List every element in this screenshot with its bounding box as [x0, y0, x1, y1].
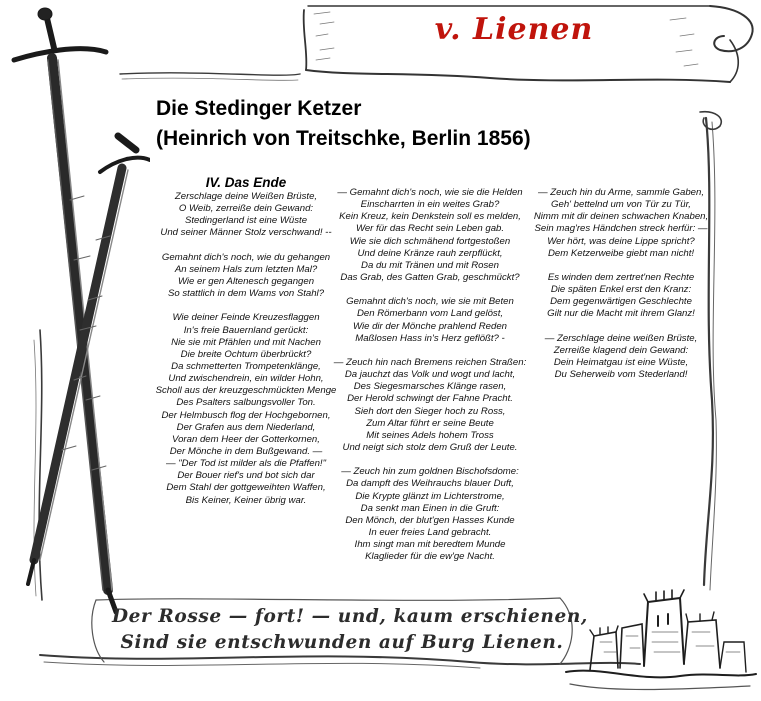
- section-heading: IV. Das Ende: [205, 175, 287, 190]
- poem-column-2: [330, 187, 530, 563]
- verse-line: Sein mag'res Händchen streck herfür: —: [534, 223, 708, 235]
- verse-line: Dem gegenwärtigen Geschlechte: [550, 296, 692, 308]
- verse-line: Dem Ketzerweibe giebt man nicht!: [547, 247, 695, 259]
- title-line-2: (Heinrich von Treitschke, Berlin 1856): [156, 127, 531, 150]
- verse-line: Dein Heimatgau ist eine Wüste,: [553, 356, 689, 368]
- verse-line: Gemahnt dich's noch, wie sie mit Beten: [346, 296, 514, 308]
- verse-line: Da senkt man Einen in die Gruft:: [360, 502, 500, 514]
- verse-line: Gilt nur die Macht mit ihrem Glanz!: [547, 308, 695, 320]
- verse-line: In's freie Bauernland gerückt:: [183, 324, 309, 336]
- verse-line: Den Mönch, der blut'gen Hasses Kunde: [345, 514, 515, 526]
- verse-line: Der Helmbusch flog der Hochgebornen,: [161, 409, 331, 421]
- verse-line: Wie sie dich schmähend fortgestoßen: [349, 235, 511, 247]
- verse-line: Der Mönche in dem Bußgewand. —: [169, 445, 323, 457]
- verse-line: Und neigt sich stolz dem Gruß der Leute.: [342, 441, 518, 453]
- poem-column-3: [524, 187, 718, 381]
- verse-line: Der Grafen aus dem Niederland,: [176, 421, 316, 433]
- verse-line: Der Bouer rief's und bot sich dar: [177, 470, 315, 482]
- verse-line: Wie er gen Altenesch gegangen: [177, 275, 315, 287]
- stanza-break: [330, 284, 530, 296]
- verse-line: Die breite Ochtum überbrückt?: [180, 348, 312, 360]
- verse-line: Sieh dort den Sieger hoch zu Ross,: [354, 405, 506, 417]
- verse-line: Das Grab, des Gatten Grab, geschmückt?: [340, 271, 520, 283]
- verse-line: So stattlich in dem Wams von Stahl?: [167, 288, 325, 300]
- verse-line: Zum Altar führt er seine Beute: [366, 417, 494, 429]
- verse-line: Der Herold schwingt der Fahne Pracht.: [347, 393, 513, 405]
- verse-line: Gemahnt dich's noch, wie du gehangen: [161, 251, 331, 263]
- verse-line: Bis Keiner, Keiner übrig war.: [185, 494, 307, 506]
- verse-line: Klaglieder für die ew'ge Nacht.: [365, 551, 495, 563]
- page-title: [156, 94, 531, 154]
- verse-line: Dem Stahl der gottgeweihten Waffen,: [166, 482, 326, 494]
- stanza-break: [330, 454, 530, 466]
- verse-line: — Zeuch hin du Arme, sammle Gaben,: [537, 187, 704, 198]
- verse-line: Wer für das Recht sein Leben gab.: [355, 223, 505, 235]
- poem-column-1: [140, 175, 352, 507]
- stanza-break: [140, 300, 352, 312]
- verse-line: — Zerschlage deine weißen Brüste,: [544, 332, 698, 344]
- verse-line: Einscharrten in ein weites Grab?: [360, 199, 500, 211]
- verse-line: In euer freies Land gebracht.: [368, 526, 492, 538]
- stanza-break: [524, 260, 718, 272]
- verse-line: Geh' bettelnd um von Tür zu Tür,: [551, 199, 691, 211]
- stanza-break: [330, 345, 530, 357]
- stanza-break: [524, 321, 718, 333]
- title-line-1: Die Stedinger Ketzer: [156, 97, 362, 120]
- verse-line: Wie dir der Mönche prahlend Reden: [352, 320, 508, 332]
- verse-line: — Gemahnt dich's noch, wie sie die Helden: [337, 187, 523, 198]
- verse-line: — "Der Tod ist milder als die Pfaffen!": [165, 458, 327, 470]
- verse-line: Und seiner Männer Stolz verschwand! --: [160, 227, 332, 239]
- verse-line: Es winden dem zertret'nen Rechte: [547, 271, 695, 283]
- verse-line: Stedingerland ist eine Wüste: [184, 215, 308, 227]
- verse-line: Zerschlage deine Weißen Brüste,: [174, 191, 318, 202]
- verse-line: — Zeuch hin nach Bremens reichen Straßen:: [333, 356, 527, 368]
- verse-line: O Weib, zerreiße dein Gewand:: [178, 203, 314, 215]
- verse-line: An seinem Hals zum letzten Mal?: [174, 263, 318, 275]
- verse-line: Nie sie mit Pfählen und mit Nachen: [171, 336, 321, 348]
- footer-line-2: Sind sie entschwunden auf Burg Lienen.: [120, 632, 564, 653]
- verse-line: Da dampft des Weihrauchs blauer Duft,: [346, 478, 514, 490]
- verse-line: Ihm singt man mit beredtem Munde: [354, 539, 506, 551]
- verse-line: — Zeuch hin zum goldnen Bischofsdome:: [341, 466, 519, 478]
- verse-line: Wie deiner Feinde Kreuzesflaggen: [172, 312, 320, 324]
- footer-line-1: Der Rosse — fort! — und, kaum erschienen,: [112, 606, 588, 627]
- verse-line: Die Krypte glänzt im Lichterstrome,: [355, 490, 505, 502]
- sword-left-icon: [0, 0, 150, 640]
- verse-line: Maßlosen Hass in's Herz geflößt? -: [355, 332, 505, 344]
- verse-line: Voran dem Heer der Gotterkornen,: [172, 433, 320, 445]
- verse-line: Und zwischendrein, ein wilder Hohn,: [168, 373, 324, 385]
- verse-line: Du Seherweib vom Stederland!: [554, 369, 688, 381]
- verse-line: Kein Kreuz, kein Denkstein soll es melden,: [339, 211, 521, 223]
- verse-line: Scholl aus der kreuzgeschmückten Menge: [155, 385, 337, 397]
- verse-line: Die späten Enkel erst den Kranz:: [550, 284, 692, 296]
- verse-line: Des Psalters salbungsvoller Ton.: [176, 397, 316, 409]
- verse-line: Nimm mit dir deinen schwachen Knaben,: [533, 211, 709, 223]
- verse-line: Wer hört, was deine Lippe spricht?: [547, 235, 695, 247]
- verse-line: Da jauchzt das Volk und wogt und lacht,: [344, 369, 516, 381]
- verse-line: Des Siegesmarsches Klänge rasen,: [353, 381, 507, 393]
- verse-line: Und deine Kränze rauh zerpflückt,: [357, 247, 503, 259]
- verse-line: Da schmetterten Trompetenklänge,: [171, 360, 321, 372]
- banner-title: v. Lienen: [434, 12, 594, 47]
- footer-verse: [112, 604, 588, 656]
- verse-line: Zerreiße klagend dein Gewand:: [553, 344, 689, 356]
- castle-ruin-icon: [560, 572, 760, 700]
- verse-line: Den Römerbann vom Land gelöst,: [356, 308, 504, 320]
- stanza-break: [140, 240, 352, 252]
- verse-line: Mit seines Adels hohem Tross: [366, 429, 494, 441]
- verse-line: Da du mit Tränen und mit Rosen: [361, 259, 499, 271]
